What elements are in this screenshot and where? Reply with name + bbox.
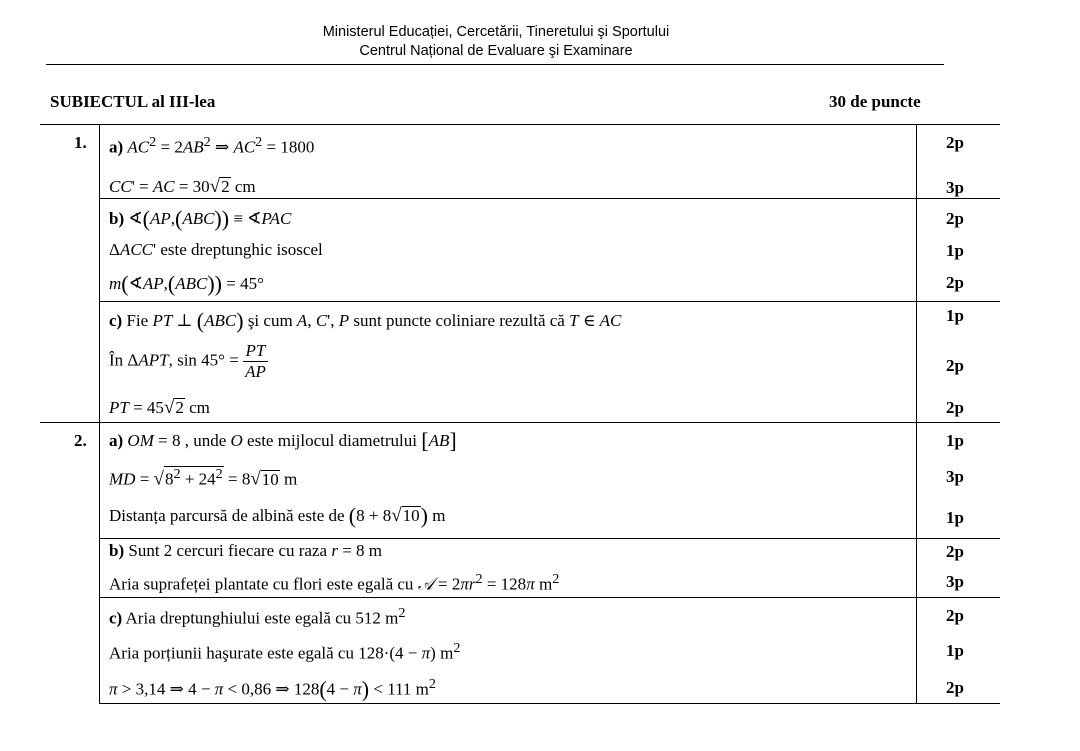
row-divider	[99, 538, 1000, 539]
number-column-border	[99, 124, 100, 704]
points-cell: 1p	[946, 641, 964, 660]
center-name: Centrul Național de Evaluare şi Examinare	[359, 43, 633, 59]
points-cell: 3p	[946, 178, 964, 197]
solution-line: Distanța parcursă de albină este de (8 + 8√10) m	[109, 503, 446, 528]
points-cell: 2p	[946, 209, 964, 228]
problem-divider	[40, 422, 1000, 423]
solution-text-store	[0, 0, 1, 1]
table-bottom-border	[99, 703, 1000, 704]
points-cell: 3p	[946, 467, 964, 486]
solution-line: MD = $√8^2 + 24^2 = 8√10$ m	[109, 466, 298, 490]
points-cell: 2p	[946, 398, 964, 417]
points-cell: 3p	[946, 572, 964, 591]
points-cell: 1p	[946, 431, 964, 450]
row-divider	[99, 301, 1000, 302]
solution-line: a) $AC^2 = 2AB^2$ ⇒ $AC^2 = 1800$	[109, 134, 315, 157]
points-cell: 1p	[946, 241, 964, 260]
solution-line: În ΔAPT, sin 45° = $\frac{PT}{AP}$	[109, 341, 266, 381]
solution-line: ΔACC' este dreptunghic isoscel	[109, 240, 323, 259]
points-cell: 2p	[946, 356, 964, 375]
solution-line: π > 3,14 ⇒ 4 − π < 0,86 ⇒ 128(4 − π) < 111 $m^2$	[109, 676, 436, 702]
problem-number: 1.	[74, 133, 87, 152]
solution-line: a) OM = 8 , unde O este mijlocul diametrului [AB]	[109, 428, 457, 453]
solution-line: CC' = AC = 30√2 cm	[109, 176, 256, 197]
subject-title: SUBIECTUL al III-lea	[50, 92, 216, 111]
solution-line: PT = 45√2 cm	[109, 397, 210, 418]
solution-line: b) ∢(AP,(ABC)) ≡ ∢PAC	[109, 206, 292, 231]
table-top-border	[40, 124, 1000, 125]
solution-line: b) Sunt 2 cercuri fiecare cu raza r = 8 m	[109, 541, 382, 560]
solution-text	[0, 0, 1, 1]
points-column-border	[916, 124, 917, 704]
points-cell: 1p	[946, 306, 964, 325]
points-cell: 2p	[946, 542, 964, 561]
solution-line: c) Fie PT ⊥ (ABC) şi cum A, C', P sunt puncte coliniare rezultă că T ∈ AC	[109, 308, 622, 333]
points-cell: 1p	[946, 508, 964, 527]
points-cell: 2p	[946, 133, 964, 152]
solution-line: c) Aria dreptunghiului este egală cu 512 $m^2$	[109, 605, 406, 628]
problem-number: 2.	[74, 431, 87, 450]
points-cell: 2p	[946, 606, 964, 625]
row-divider	[99, 597, 1000, 598]
ministry-name: Ministerul Educației, Cercetării, Tineretului şi Sportului	[322, 24, 670, 40]
solution-line: m(∢AP,(ABC)) = 45°	[109, 271, 264, 296]
row-divider	[99, 198, 1000, 199]
points-cell: 2p	[946, 678, 964, 697]
subject-points: 30 de puncte	[829, 92, 921, 111]
solution-line: Aria suprafeței plantate cu flori este egală cu 𝒜 = $2\pi r^2 = 128\pi$ $m^2$	[109, 571, 560, 594]
solution-line: Aria porțiunii haşurate este egală cu 128·(4 − π) $m^2$	[109, 640, 461, 663]
points-cell: 2p	[946, 273, 964, 292]
header-rule	[46, 64, 944, 65]
